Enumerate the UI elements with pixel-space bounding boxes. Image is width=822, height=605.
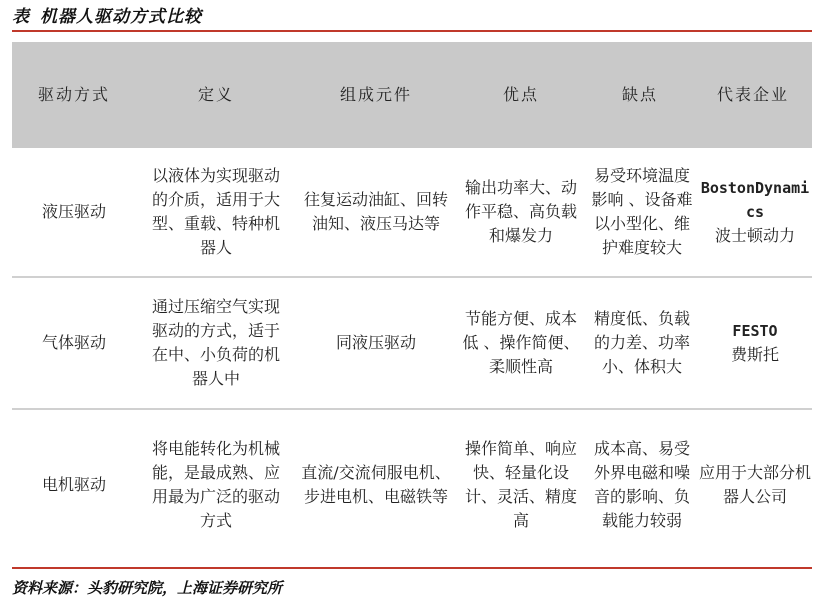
table-row: [12, 148, 812, 276]
pros-text: 输出功率大、动作平稳、高负载和爆发力: [464, 178, 577, 245]
cell-enterprise: [694, 410, 812, 560]
enterprise-cn-name: 费斯托: [730, 345, 779, 364]
cell-drive-type: 气体驱动: [41, 333, 106, 352]
table-header-row: [12, 42, 812, 148]
definition-text: 以液体为实现驱动的介质，适用于大型、重载、特种机器人: [151, 166, 280, 257]
cell-pros: [456, 148, 586, 276]
table-row: [12, 278, 812, 408]
header-cons: 缺点: [621, 85, 658, 104]
definition-text: 将电能转化为机械能，是最成熟、应用最为广泛的驱动方式: [151, 439, 280, 530]
table-row: [12, 410, 812, 560]
source-rule: [12, 567, 812, 569]
header-enterprise: 代表企业: [716, 85, 789, 104]
cons-text: 成本高、易受外界电磁和噪音的影响、负载能力较弱: [593, 439, 690, 530]
cell-cons: [586, 278, 694, 408]
definition-text: 通过压缩空气实现驱动的方式，适于在中、小负荷的机器人中: [151, 297, 280, 388]
components-text: 直流/交流伺服电机、步进电机、电磁铁等: [301, 463, 451, 506]
cons-text: 易受环境温度影响 、设备难以小型化、维护难度较大: [591, 166, 693, 257]
cell-components: [296, 410, 456, 560]
pros-text: 节能方便、成本低 、操作简便、柔顺性高: [462, 309, 580, 376]
cell-pros: [456, 410, 586, 560]
components-text: 往复运动油缸、回转油知、液压马达等: [303, 190, 448, 233]
enterprise-cn-name: 应用于大部分机器人公司: [698, 463, 811, 506]
cell-definition: [136, 148, 296, 276]
header-definition: 定义: [197, 85, 234, 104]
enterprise-name: BostonDynamics: [700, 179, 810, 221]
cell-pros: [456, 278, 586, 408]
pros-text: 操作简单、响应快、轻量化设计、灵活、精度高: [464, 439, 577, 530]
cell-definition: [136, 278, 296, 408]
cell-enterprise: [694, 278, 812, 408]
table-title-text: 机器人驱动方式比较: [40, 7, 202, 27]
source-note: 资料来源：头豹研究院，上海证券研究所: [12, 579, 283, 597]
comparison-table: [12, 42, 812, 560]
header-drive-type: 驱动方式: [37, 85, 110, 104]
cell-definition: [136, 410, 296, 560]
table-title-label: 表: [12, 7, 30, 27]
cell-components: [296, 278, 456, 408]
cell-cons: [586, 148, 694, 276]
header-pros: 优点: [502, 85, 539, 104]
enterprise-name: FESTO: [732, 322, 778, 340]
cell-components: [296, 148, 456, 276]
cell-drive-type: 液压驱动: [41, 202, 106, 221]
table-title: [12, 4, 202, 30]
cell-cons: [586, 410, 694, 560]
cell-drive-type: 电机驱动: [41, 475, 106, 494]
cons-text: 精度低、负载的力差、功率小、体积大: [593, 309, 690, 376]
components-text: 同液压驱动: [335, 333, 416, 352]
title-rule: [12, 30, 812, 32]
cell-enterprise: [694, 148, 812, 276]
header-components: 组成元件: [339, 85, 412, 104]
enterprise-cn-name: 波士顿动力: [714, 226, 795, 245]
